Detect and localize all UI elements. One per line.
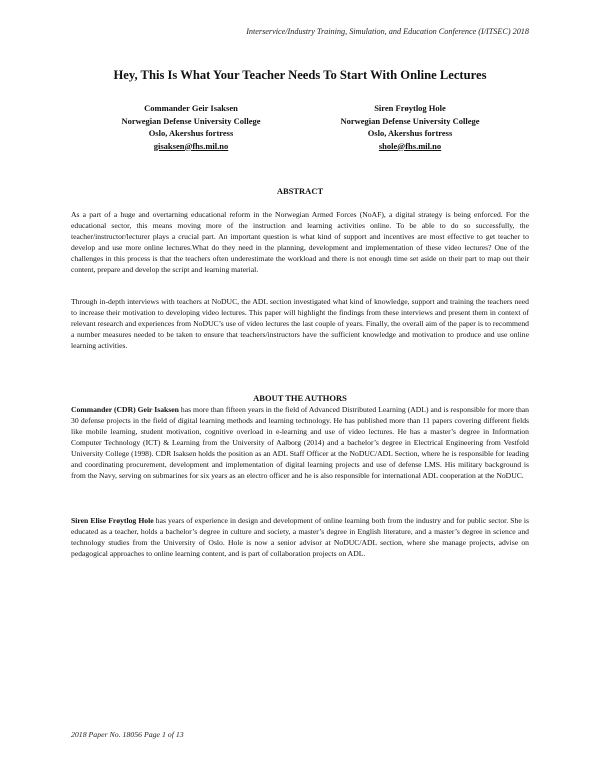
author-block-1 xyxy=(81,102,301,152)
author-name: Siren Frøytlog Hole xyxy=(374,103,446,113)
bio-author-name: Siren Elise Frøytlog Hole xyxy=(71,516,154,525)
paper-title: Hey, This Is What Your Teacher Needs To Start With Online Lectures xyxy=(113,68,487,82)
author-email-link[interactable]: gisaksen@fhs.mil.no xyxy=(153,140,229,151)
abstract-paragraph-2: Through in-depth interviews with teachers at NoDUC, the ADL section investigated what kind of knowledge, support and training the teachers need to increase their motivation to developing video lectures. This paper will highlight the findings from these interviews and present them in context of relevant research and experiences from NoDUC’s use of video lectures the last couple of years. Finally, the overall aim of the paper is to recommend a number measures needed to be taken to ensure that teachers/instructors have the sufficient knowledge and motivation to produce and use online learning activities. xyxy=(71,297,529,350)
page-footer: 2018 Paper No. 18056 Page 1 of 13 xyxy=(71,730,184,739)
bio-text: has years of experience in design and development of online learning both from the industry and for public sector. She is educated as a teacher, holds a bachelor’s degree in culture and society, a master’s degree in English literature, and a master’s degree in science and technology studies from the University of Oslo. Hole is now a senior advisor at NoDUC/ADL section, where she manage projects, advise on pedagogical approaches to online learning content, and is part of collaboration projects on ADL. xyxy=(71,516,529,558)
author-institution: Norwegian Defense University College xyxy=(121,115,261,126)
abstract-heading: ABSTRACT xyxy=(276,186,324,196)
author-bio-2 xyxy=(71,515,529,559)
abstract-paragraph-1: As a part of a huge and overtarning educational reform in the Norwegian Armed Forces (NoAF), a digital strategy is being enforced. For the educational sector, this means moving more of the instruction and learning activities online. To be able to do so successfully, the teacher/instructor/lecturer plays a crucial part. An important question is what kind of support and incentives are most effective to get teacher to develop and use more online lectures.What do they need in the planning, development and implementation of these video lectures? One of the challenges in this process is that the teachers often underestimate the workload and there is not enough time set aside on their part to map out their content, prepare and develop the script and learning material. xyxy=(71,210,529,274)
author-location: Oslo, Akershus fortress xyxy=(148,128,234,138)
author-location: Oslo, Akershus fortress xyxy=(367,128,453,138)
bio-author-name: Commander (CDR) Geir Isaksen xyxy=(71,405,179,414)
bio-text: has more than fifteen years in the field of Advanced Distributed Learning (ADL) and is responsible for more than 30 defense projects in the field of digital learning methods and learning technology. He has published more than 11 papers covering different fields like mobile learning, student motivation, cognitive overload in e-learning and use of video lectures. He has a master’s degree in Information Computer Technology (ICT) & Learning from the University of Aalborg (2014) and a bachelor’s degree in Electrical Engineering from Vestfold University College (1998). CDR Isaksen holds the position as an ADL Staff Officer at the NoDUC/ADL Section, where he is responsible for leading and coordinating procurement, development and implementation of digital learning projects and use of defense LMS. His military background is from the Navy, serving on submarines for six years as an electro officer and he is also responsible for international ADL cooperation at the NoDUC. xyxy=(71,405,529,480)
about-authors-heading: ABOUT THE AUTHORS xyxy=(253,393,347,403)
author-block-2 xyxy=(300,102,520,152)
author-institution: Norwegian Defense University College xyxy=(340,115,480,126)
author-name: Commander Geir Isaksen xyxy=(144,103,238,113)
author-bio-1 xyxy=(71,404,529,481)
author-email-link[interactable]: shole@fhs.mil.no xyxy=(378,140,442,151)
running-header: Interservice/Industry Training, Simulation, and Education Conference (I/ITSEC) 2018 xyxy=(246,27,529,36)
